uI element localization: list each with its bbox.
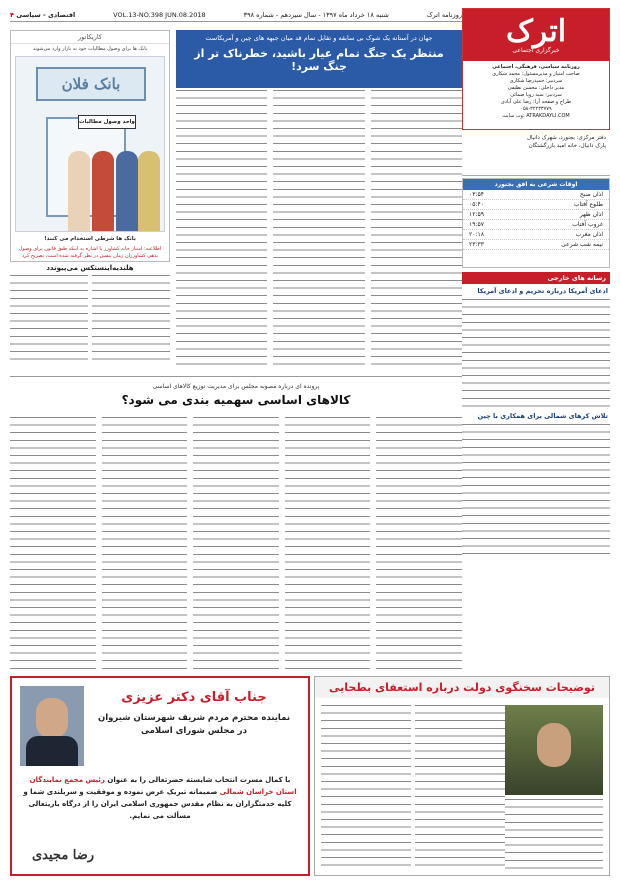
- newspaper-logo: اترک خبرگزاری اجتماعی: [463, 9, 609, 61]
- header-paper-label: روزنامه اترک: [426, 10, 462, 19]
- prayer-times: [462, 178, 610, 268]
- ad-subtitle: نماینده محترم مردم شریف شهرستان شیروان در مجلس شورای اسلامی: [97, 713, 291, 736]
- foreign-media-column: [462, 272, 610, 572]
- article-column: [285, 417, 371, 673]
- article-column: [102, 417, 188, 673]
- ad-message: با کمال مسرت انتخاب شایسته حضرتعالی را به عنوان رئیس مجمع نمایندگان استان خراسان شمالی صمیمانه تبریک عرض نموده و موفقیت و سربلندی شما و کلیه خدمتگزاران به نظام مقدس جمهوری اسلامی ایران را از درگاه باریتعالی مسألت می نمایم.: [23, 776, 297, 820]
- article-column: [273, 90, 364, 370]
- lead-story-body: [176, 90, 462, 370]
- caricature-note: اطلاعیه: امتیاز خانه کشاورز با اشاره به اینکه طبق قانون برای وصول بدهی کشاورزان زمان تنفس در نظر گرفته شده است، تصریح کرد: [18, 245, 162, 259]
- article-column: [92, 275, 170, 365]
- header-volume: VOL.13-NO.398 JUN.08.2018: [113, 10, 206, 19]
- article-column: [371, 90, 462, 370]
- instex-headline[interactable]: هلندیه‌اینستکس می‌پیوندد: [46, 264, 134, 272]
- header-section: اقتصادی - سیاسی ۴: [10, 10, 76, 19]
- masthead-info: روزنامه سیاسی، فرهنگی، اجتماعی صاحب امتیاز و مدیرمسئول: محمد شکاری سردبیر: حمیدرضا شکاری مدیر داخلی: محسن نظیفی سردبیر: سید رویا صمائی طراح و صفحه آرا: رضا علی آبادی ۰۵۸-۳۲۲۳۳۷۷۹ ATRAKDAYLI.COM :وب سایت: [492, 64, 580, 119]
- foreign-media-bar: رسانه های خارجی: [462, 272, 610, 284]
- caricature-caption: بانک ها شرطی استخدام می کنند!: [44, 236, 136, 242]
- office-address: دفتر مرکزی: بجنورد، شهرک دانیال پارک دانیال، خانه امید بازرگشتگان: [462, 132, 610, 176]
- prayer-row: اذان مغرب ۲۰:۱۸: [463, 230, 609, 240]
- prayer-row: اذان ظهر ۱۲:۵۹: [463, 210, 609, 220]
- bank-sign: بانک فلان: [36, 67, 146, 101]
- article-column: [176, 90, 267, 370]
- foreign-headline-1[interactable]: ادعای آمریکا درباره تحریم و ادعای آمریکا: [477, 287, 608, 295]
- prayer-row: غروب آفتاب ۱۹:۵۷: [463, 220, 609, 230]
- spokesman-headline[interactable]: توضیحات سخنگوی دولت درباره استعفای بطحایی: [315, 677, 609, 698]
- spokesman-photo: [505, 705, 603, 795]
- article-text: [505, 799, 603, 871]
- article-column: [321, 705, 411, 871]
- mid-kicker: پرونده ای درباره مصوبه مجلس برای مدیریت توزیع کالاهای اساسی: [152, 383, 320, 390]
- caricature-subtitle: بانک ها برای وصول مطالبات خود به بازار وارد می‌شوند: [32, 46, 148, 52]
- govt-spokesman-story: [314, 676, 610, 876]
- article-column: [193, 417, 279, 673]
- masthead: [462, 8, 610, 130]
- foreign-headline-2[interactable]: تلاش کرهای شمالی برای همکاری با چین: [477, 412, 608, 420]
- prayer-row: طلوع آفتاب ۰۵:۴۰: [463, 200, 609, 210]
- caricature-box: [10, 30, 170, 262]
- mid-headline[interactable]: کالاهای اساسی سهمیه بندی می شود؟: [121, 393, 351, 407]
- lead-headline[interactable]: منتظر یک جنگ تمام عیار باشید، خطرناک تر از جنگ سرد!: [194, 47, 444, 73]
- article-column: [10, 275, 88, 365]
- collection-sign: واحد وصول مطالبات: [78, 115, 136, 129]
- spokesman-body: [321, 705, 505, 871]
- article-text: [462, 424, 610, 554]
- caricature-title: کاریکاتور: [11, 31, 169, 44]
- figure-icon: [116, 151, 138, 231]
- caricature-image: [15, 56, 165, 232]
- prayer-title: اوقات شرعی به افق بجنورد: [463, 179, 609, 190]
- mp-photo: [20, 686, 84, 766]
- header-date: شنبه ۱۸ خرداد ماه ۱۳۹۷ - سال سیزدهم - شماره ۳۹۸: [243, 10, 389, 19]
- lead-story-banner: [176, 30, 462, 88]
- figure-icon: [68, 151, 90, 231]
- prayer-row: نیمه شب شرعی ۲۳:۳۳: [463, 240, 609, 250]
- lead-kicker: جهان در آستانه یک شوک بی سابقه و تقابل تمام قد میان جبهه های چین و آمریکاست: [205, 34, 433, 42]
- congratulation-ad: [10, 676, 310, 876]
- ad-title: جناب آقای دکتر عزیزی: [121, 690, 267, 705]
- instex-story: [10, 264, 170, 370]
- prayer-row: اذان صبح ۰۳:۵۴: [463, 190, 609, 200]
- article-column: [10, 417, 96, 673]
- article-text: [462, 299, 610, 409]
- page-header: [10, 8, 462, 22]
- essential-goods-story: [10, 376, 462, 676]
- mid-story-body: [10, 417, 462, 673]
- header-page-number: ۴: [10, 10, 14, 19]
- figure-icon: [138, 151, 160, 231]
- article-column: [415, 705, 505, 871]
- article-column: [376, 417, 462, 673]
- ad-signature: رضا مجیدی: [32, 848, 95, 863]
- figure-icon: [92, 151, 114, 231]
